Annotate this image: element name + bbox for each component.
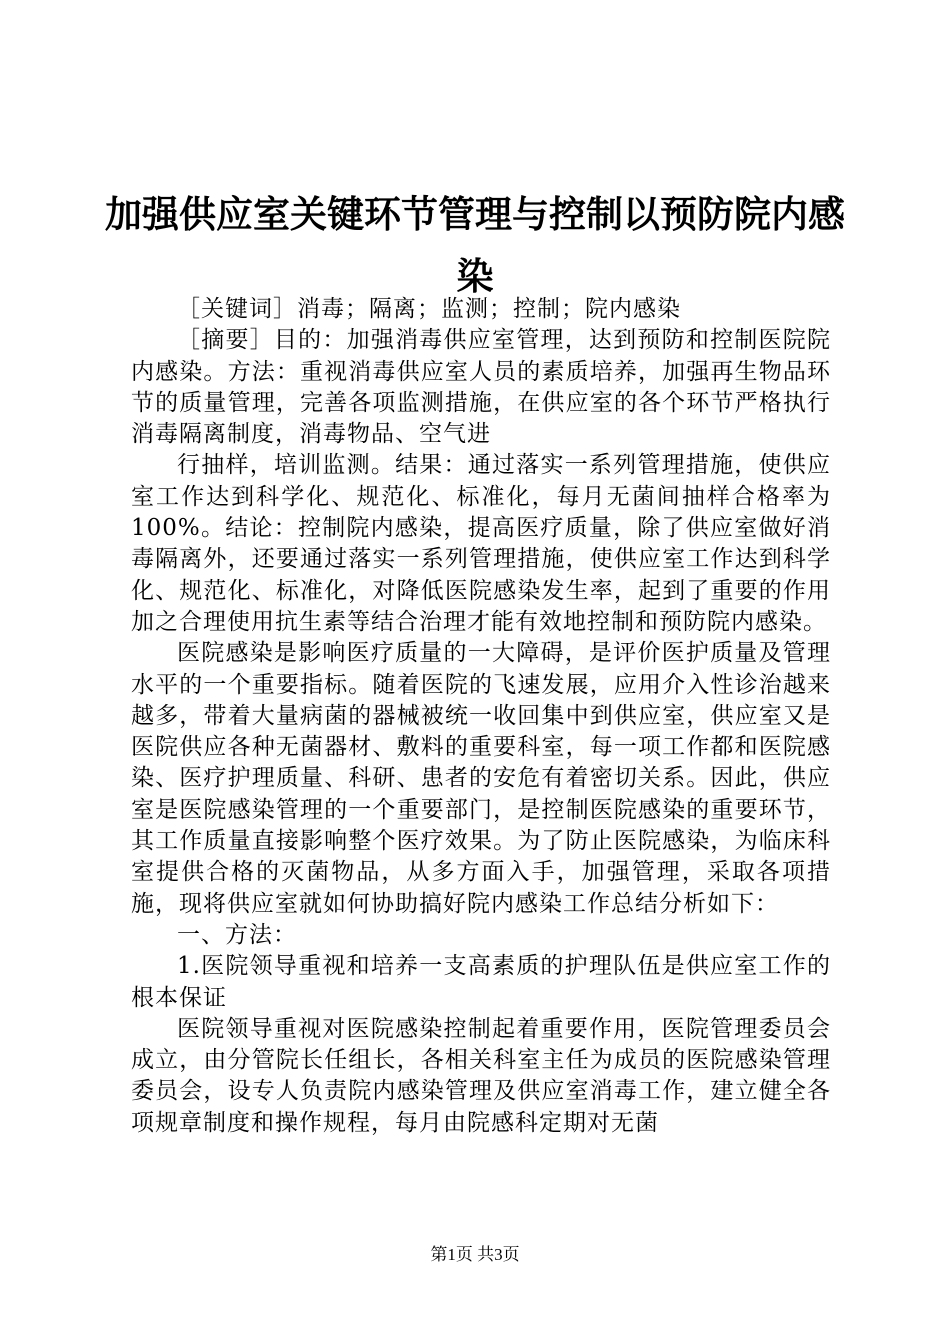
body-paragraph: 医院领导重视对医院感染控制起着重要作用，医院管理委员会成立，由分管院长任组长，各相关科室主任为成员的医院感染管理委员会，设专人负责院内感染管理及供应室消毒工作，建立健全各项规章制度和操作规程，每月由院感科定期对无菌 — [131, 1015, 831, 1136]
document-title: 加强供应室关键环节管理与控制以预防院内感染 — [105, 192, 845, 298]
subsection-heading-1: 1.医院领导重视和培养一支高素质的护理队伍是供应室工作的根本保证 — [131, 953, 831, 1011]
document-body — [131, 294, 831, 1139]
intro-paragraph: 医院感染是影响医疗质量的一大障碍，是评价医护质量及管理水平的一个重要指标。随着医院的飞速发展，应用介入性诊治越来越多，带着大量病菌的器械被统一收回集中到供应室，供应室又是医院供应各种无菌器材、敷料的重要科室，每一项工作都和医院感染、医疗护理质量、科研、患者的安危有着密切关系。因此，供应室是医院感染管理的一个重要部门，是控制医院感染的重要环节，其工作质量直接影响整个医疗效果。为了防止医院感染，为临床科室提供合格的灭菌物品，从多方面入手，加强管理，采取各项措施，现将供应室就如何协助搞好院内感染工作总结分析如下： — [131, 640, 831, 917]
page-footer: 第1页 共3页 — [430, 1245, 520, 1264]
keywords-paragraph: ［关键词］消毒；隔离；监测；控制；院内感染 — [177, 296, 681, 322]
section-heading-methods: 一、方法： — [177, 921, 297, 948]
abstract-continued-paragraph: 行抽样，培训监测。结果：通过落实一系列管理措施，使供应室工作达到科学化、规范化、标准化，每月无菌间抽样合格率为100%。结论：控制院内感染，提高医疗质量，除了供应室做好消毒隔离外，还要通过落实一系列管理措施，使供应室工作达到科学化、规范化、标准化，对降低医院感染发生率，起到了重要的作用加之合理使用抗生素等结合治理才能有效地控制和预防院内感染。 — [131, 452, 831, 635]
abstract-paragraph: ［摘要］目的：加强消毒供应室管理，达到预防和控制医院院内感染。方法：重视消毒供应室人员的素质培养，加强再生物品环节的质量管理，完善各项监测措施，在供应室的各个环节严格执行消毒隔离制度，消毒物品、空气进 — [131, 327, 831, 448]
